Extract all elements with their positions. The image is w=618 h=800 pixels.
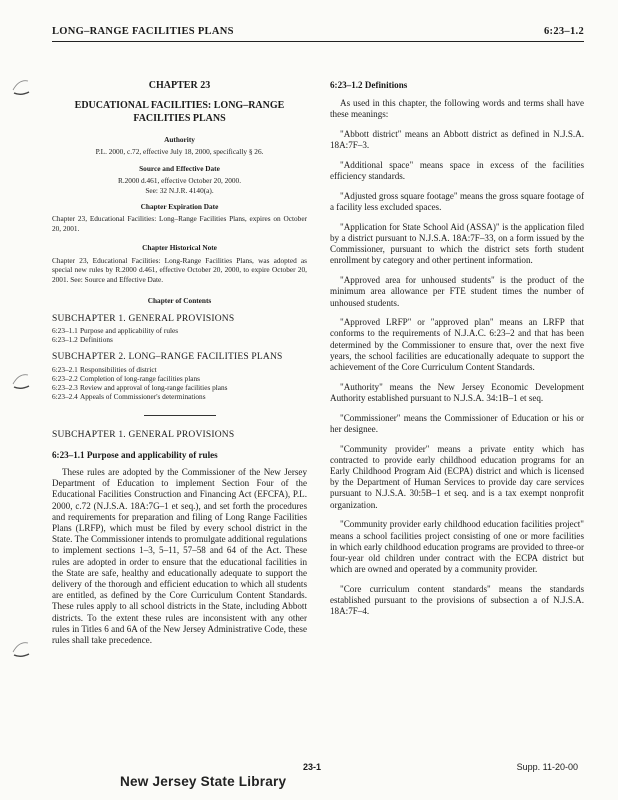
toc-item-number: 6:23–2.1 [52, 364, 78, 374]
section-heading: 6:23–1.1 Purpose and applicability of rules [52, 449, 218, 460]
left-column [52, 80, 307, 655]
source-line: R.2000 d.461, effective October 20, 2000. [117, 176, 242, 186]
toc-item-number: 6:23–2.3 [52, 382, 78, 392]
toc-item[interactable] [52, 365, 307, 374]
chapter-number: CHAPTER 23 [148, 80, 211, 91]
toc-item[interactable] [52, 383, 307, 392]
authority-heading: Authority [164, 135, 195, 145]
section-paragraph: These rules are adopted by the Commissioner of the New Jersey Department of Education to implement Section Four of the Educational Facilities Construction and Financing Act (EFCFA), P.L. 2000, c.72 (N.J.S.A. 18A:7G–1 et seq.), and set forth the procedures and requirements for preparation and filing of Long Range Facilities Plans (LRFP), which must be filed by every school district in the State. The Commissioner intends to promulgate additional regulations to implement sections 1–3, 5–11, 57–58 and 64 of the Act. These rules are adopted in order to ensure that the educational facilities in the State are safe, healthy and educationally adequate to support the delivery of the thorough and efficient education to which all students are entitled, as defined by the Core Curriculum Content Standards. These rules apply to all school districts in the State, including Abbott districts. To the extent these rules are inconsistent with any other rules in Titles 6 and 6A of the New Jersey Administrative Code, these rules shall take precedence. [52, 467, 307, 646]
definition-paragraph: "Additional space" means space in excess of the facilities efficiency standards. [330, 160, 584, 182]
punch-hole-mark [10, 638, 32, 660]
history-heading: Chapter Historical Note [142, 243, 217, 253]
chapter-title: EDUCATIONAL FACILITIES: LONG–RANGE FACILITIES PLANS [74, 100, 285, 124]
toc-item-number: 6:23–1.2 [52, 335, 78, 345]
toc-item-label: Purpose and applicability of rules [80, 326, 179, 336]
body-subchapter-title: SUBCHAPTER 1. GENERAL PROVISIONS [52, 429, 235, 440]
header-title: LONG–RANGE FACILITIES PLANS [52, 26, 234, 37]
definition-paragraph: "Adjusted gross square footage" means the gross square footage of a facility less excluded spaces. [330, 190, 584, 213]
definition-paragraph: "Approved area for unhoused students" is the product of the minimum area allowance per FTE student times the number of unhoused students. [330, 275, 584, 308]
header-section-number: 6:23–1.2 [543, 26, 584, 37]
punch-hole-mark [10, 76, 32, 98]
history-text: Chapter 23, Educational Facilities: Long-Range Facilities Plans, was adopted as special new rules by R.2000 d.461, effective October 20, 2000, to expire October 20, 2001. See: Source and Effective Date. [52, 255, 307, 284]
toc-item-label: Definitions [80, 335, 113, 345]
definition-paragraph: "Abbott district" means an Abbott district as defined in N.J.S.A. 18A:7F–3. [330, 129, 584, 151]
source-heading: Source and Effective Date [139, 163, 220, 173]
toc-item[interactable] [52, 374, 307, 383]
right-column [330, 80, 584, 626]
expiration-text: Chapter 23, Educational Facilities: Long–Range Facilities Plans, expires on October 20, 2001. [52, 214, 307, 233]
toc-item-number: 6:23–1.1 [52, 326, 78, 336]
definition-paragraph: "Community provider early childhood education facilities project" means a school facilities project consisting of one or more facilities in which early childhood education programs are provided to three-or four-year old children under contract with the ECPA district but which are owned and operated by a community provider. [330, 519, 584, 575]
definition-paragraph: "Commissioner" means the Commissioner of Education or his or her designee. [330, 412, 584, 434]
toc-item-label: Review and approval of long-range facilities plans [80, 382, 228, 392]
punch-hole-mark [10, 370, 32, 392]
page-number: 23-1 [303, 762, 322, 772]
section-divider [144, 415, 216, 416]
toc-item[interactable] [52, 392, 307, 401]
library-stamp: New Jersey State Library [120, 773, 287, 789]
toc-item-number: 6:23–2.2 [52, 373, 78, 383]
expiration-heading: Chapter Expiration Date [140, 202, 219, 212]
header-rule [52, 41, 584, 42]
supplement-date: Supp. 11-20-00 [516, 762, 578, 772]
section-heading: 6:23–1.2 Definitions [330, 80, 408, 90]
toc-subchapter-title: SUBCHAPTER 2. LONG–RANGE FACILITIES PLANS [52, 352, 283, 363]
definition-paragraph: "Approved LRFP" or "approved plan" means an LRFP that conforms to the requirements of N.J.A.C. 6:23–2 and that has been determined by the Commissioner to ensure that, over the next five years, the school facilities are educationally adequate to support the achievement of the Core Curriculum Content Standards. [330, 317, 584, 373]
toc-list [52, 365, 307, 401]
authority-text: P.L. 2000, c.72, effective July 18, 2000, specifically § 26. [95, 147, 264, 157]
toc-item-label: Completion of long-range facilities plans [80, 373, 200, 383]
definition-paragraph: "Core curriculum content standards" means the standards established pursuant to the provisions of subsection a of N.J.S.A. 18A:7F–4. [330, 583, 584, 617]
toc-subchapter-title: SUBCHAPTER 1. GENERAL PROVISIONS [52, 314, 235, 325]
toc-item-number: 6:23–2.4 [52, 391, 78, 401]
definition-paragraph: "Community provider" means a private entity which has contracted to provide early childhood education programs for an Early Childhood Program Aid (ECPA) district and which is licensed by the Department of Human Services to provide day care services pursuant to N.J.S.A. 30:5B–1 et seq. and is a tax exempt nonprofit organization. [330, 443, 584, 510]
toc-item[interactable] [52, 326, 307, 335]
definition-paragraph: "Application for State School Aid (ASSA)" is the application filed by a district pursuant to N.J.S.A. 18A:7F–33, on a form issued by the Commissioner, pursuant to which the district sets forth student enrollment by category and other pertinent information. [330, 221, 584, 266]
toc-item-label: Appeals of Commissioner's determinations [80, 391, 206, 401]
toc-list [52, 326, 307, 344]
toc-heading: Chapter of Contents [147, 296, 212, 306]
source-line: See: 32 N.J.R. 4140(a). [145, 185, 214, 195]
toc-item-label: Responsibilities of district [80, 364, 157, 374]
definition-paragraph: "Authority" means the New Jersey Economic Development Authority established pursuant to N.J.S.A. 34:1B–1 et seq. [330, 381, 584, 403]
toc-item[interactable] [52, 335, 307, 344]
definitions-intro: As used in this chapter, the following words and terms shall have these meanings: [330, 98, 584, 120]
running-header [52, 26, 584, 42]
